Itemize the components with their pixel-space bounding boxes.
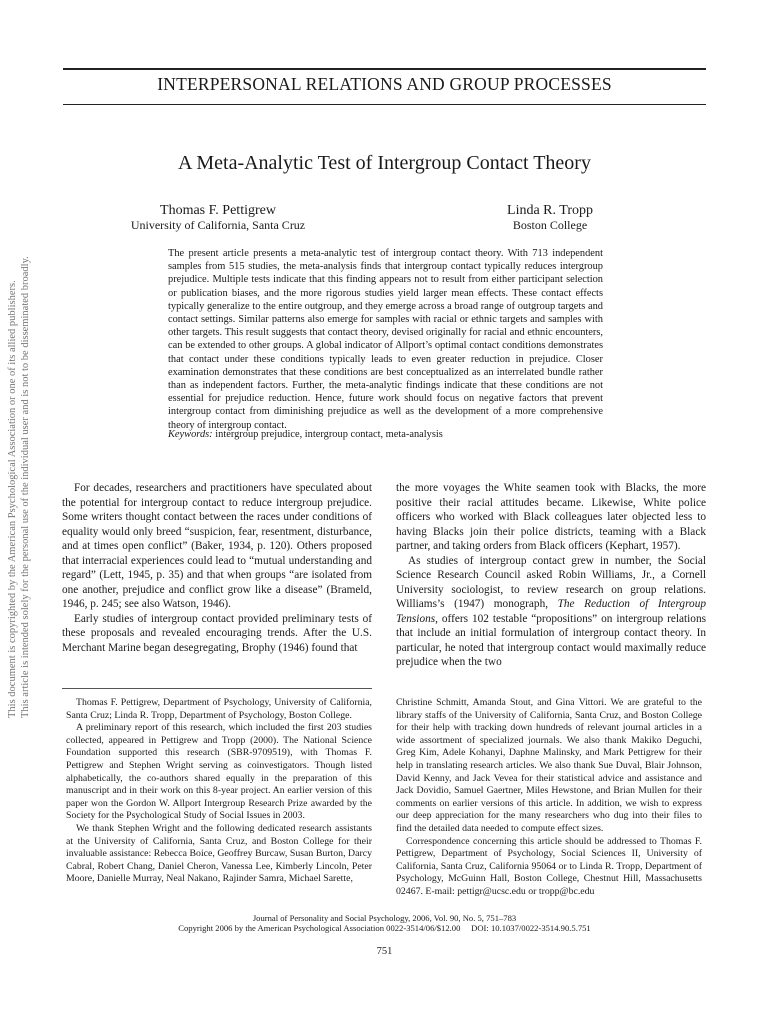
monograph-title: The Reduction of Intergroup Tensions [396, 598, 706, 625]
section-heading: INTERPERSONAL RELATIONS AND GROUP PROCESSES [157, 74, 612, 94]
author-name: Linda R. Tropp [507, 203, 593, 218]
author-block-1 [128, 203, 308, 232]
footnotes-right [396, 697, 702, 899]
body-paragraph: the more voyages the White seamen took with Blacks, the more positive their racial attitudes became. Likewise, White police officers who worked with Black colleagues later objected less to having Blacks join their police districts, teaming with a Black partner, and taking orders from Black officers (Kephart, 1957). [396, 482, 706, 552]
journal-citation: Journal of Personality and Social Psychology, 2006, Vol. 90, No. 5, 751–783 [252, 913, 517, 923]
side-notice-line-1: This document is copyrighted by the American Psychological Association or one of its allied publishers. [7, 280, 18, 718]
keywords-label: Keywords: [168, 429, 213, 440]
body-text: As studies of intergroup contact grew in number, the Social Science Research Council asked Robin Williams, Jr., a Cornell University sociologist, to review research on group relations. Williams’s (1947) monograph, [396, 554, 706, 610]
author-affiliation: Boston College [512, 218, 588, 232]
copyright-line: Copyright 2006 by the American Psychological Association 0022-3514/06/$12.00 DOI: 10.1037/0022-3514.90.5.751 [178, 922, 591, 933]
footnote-paragraph: A preliminary report of this research, which included the first 203 studies collected, appeared in Pettigrew and Tropp (2000). The National Science Foundation supported this research (SBR-9709519), with Thomas F. Pettigrew and Stephen Wright serving as coinvestigators. Though listed alphabetically, the co-authors shared equally in the preparation of this manuscript and in their work on this 8-year project. An earlier version of this paper won the Gordon W. Allport Intergroup Research Prize awarded by the Society for the Psychological Study of Social Issues in 2003. [66, 722, 372, 822]
footnote-paragraph: Thomas F. Pettigrew, Department of Psychology, University of California, Santa Cruz; Linda R. Tropp, Department of Psychology, Boston College. [66, 697, 372, 721]
footnote-paragraph: We thank Stephen Wright and the following dedicated research assistants at the University of California, Santa Cruz, and Boston College for their invaluable assistance: Rebecca Boice, Geoffrey Burcaw, Susan Burton, Darcy Cabral, Robert Chang, Daniel Cheron, Vanessa Lee, Kimberly Lincoln, Peter Moore, Danielle Murray, Neal Nakano, Rajinder Samra, Michael Sarette, [66, 822, 372, 885]
copyright-side-notice [2, 256, 32, 720]
page-number: 751 [376, 946, 393, 957]
body-column-left [62, 481, 372, 655]
footnote-paragraph: Christine Schmitt, Amanda Stout, and Gina Vittori. We are grateful to the library staffs of the University of California, Santa Cruz, and Boston College for their help with tracking down hundreds of relevant journal articles in a wide assortment of specialized journals. We also thank Makiko Deguchi, Greg Kim, Adele Kohanyi, Daphne Malinsky, and Mark Pettigrew for their help in translating research articles. We also thank Sue Duval, Blair Johnson, David Kenny, and Jack Vevea for their statistical advice and assistance and Jack Dovidio, Samuel Gaertner, Miles Hewstone, and Brian Mullen for their comments on earlier versions of this article. In addition, we wish to express our deep appreciation for the many researchers who dug into their files to find the detailed data needed to compute effect sizes. [396, 697, 702, 834]
journal-info [63, 914, 706, 933]
body-paragraph: Early studies of intergroup contact provided preliminary tests of these proposals and revealed encouraging trends. After the U.S. Merchant Marine began desegregating, Brophy (1946) found that [62, 612, 372, 654]
header-bottom-rule [63, 104, 706, 105]
keywords [168, 429, 603, 440]
keywords-list: intergroup prejudice, intergroup contact, meta-analysis [215, 429, 443, 440]
author-name: Thomas F. Pettigrew [160, 203, 276, 218]
author-affiliation: University of California, Santa Cruz [130, 218, 306, 232]
body-paragraph [396, 554, 706, 670]
footnote-paragraph: Correspondence concerning this article should be addressed to Thomas F. Pettigrew, Department of Psychology, Social Sciences II, University of California, Santa Cruz, California 95064 or to Linda R. Tropp, Department of Psychology, McGuinn Hall, Boston College, Chestnut Hill, Massachusetts 02467. E-mail: pettigr@ucsc.edu or tropp@bc.edu [396, 835, 702, 897]
abstract: The present article presents a meta-analytic test of intergroup contact theory. With 713 independent samples from 515 studies, the meta-analysis finds that intergroup contact typically reduces intergroup prejudice. Multiple tests indicate that this finding appears not to result from either participant selection or publication biases, and the more rigorous studies yield larger mean effects. These contact effects typically generalize to the entire outgroup, and they emerge across a broad range of outgroup targets and contact settings. Similar patterns also emerge for samples with racial or ethnic targets and samples with other targets. This result suggests that contact theory, devised originally for racial and ethnic encounters, can be extended to other groups. A global indicator of Allport’s optimal contact conditions demonstrates that contact under these conditions typically leads to even greater reduction in prejudice. Closer examination demonstrates that these conditions are best conceptualized as an interrelated bundle rather than as independent factors. Further, the meta-analytic findings indicate that these conditions are not essential for prejudice reduction. Hence, future work should focus on negative factors that prevent intergroup contact from diminishing prejudice as well as the development of a more comprehensive theory of intergroup contact. [168, 248, 603, 431]
article-title: A Meta-Analytic Test of Intergroup Contact Theory [178, 152, 591, 174]
footnotes-left [66, 697, 372, 886]
side-notice-line-2: This article is intended solely for the personal use of the individual user and is not to be disseminated broadly. [20, 256, 31, 718]
body-paragraph: For decades, researchers and practitioners have speculated about the potential for intergroup contact to reduce intergroup prejudice. Some writers thought contact between the races under conditions of equality would only breed “suspicion, fear, resentment, disturbance, and at times open conflict” (Baker, 1934, p. 120). Others proposed that interracial experiences could lead to “mutual understanding and regard” (Lett, 1945, p. 35) and that when groups “are isolated from one another, prejudice and conflict grow like a disease” (Brameld, 1946, p. 245; see also Watson, 1946). [62, 482, 372, 610]
body-column-right [396, 481, 706, 670]
body-text: , offers 102 testable “propositions” on intergroup relations that include an initial formulation of intergroup contact theory. In particular, he noted that intergroup contact would maximally reduce prejudice when the two [396, 612, 706, 668]
author-block-2 [490, 203, 610, 232]
header-top-rule [63, 68, 706, 70]
footnote-rule [62, 688, 372, 689]
